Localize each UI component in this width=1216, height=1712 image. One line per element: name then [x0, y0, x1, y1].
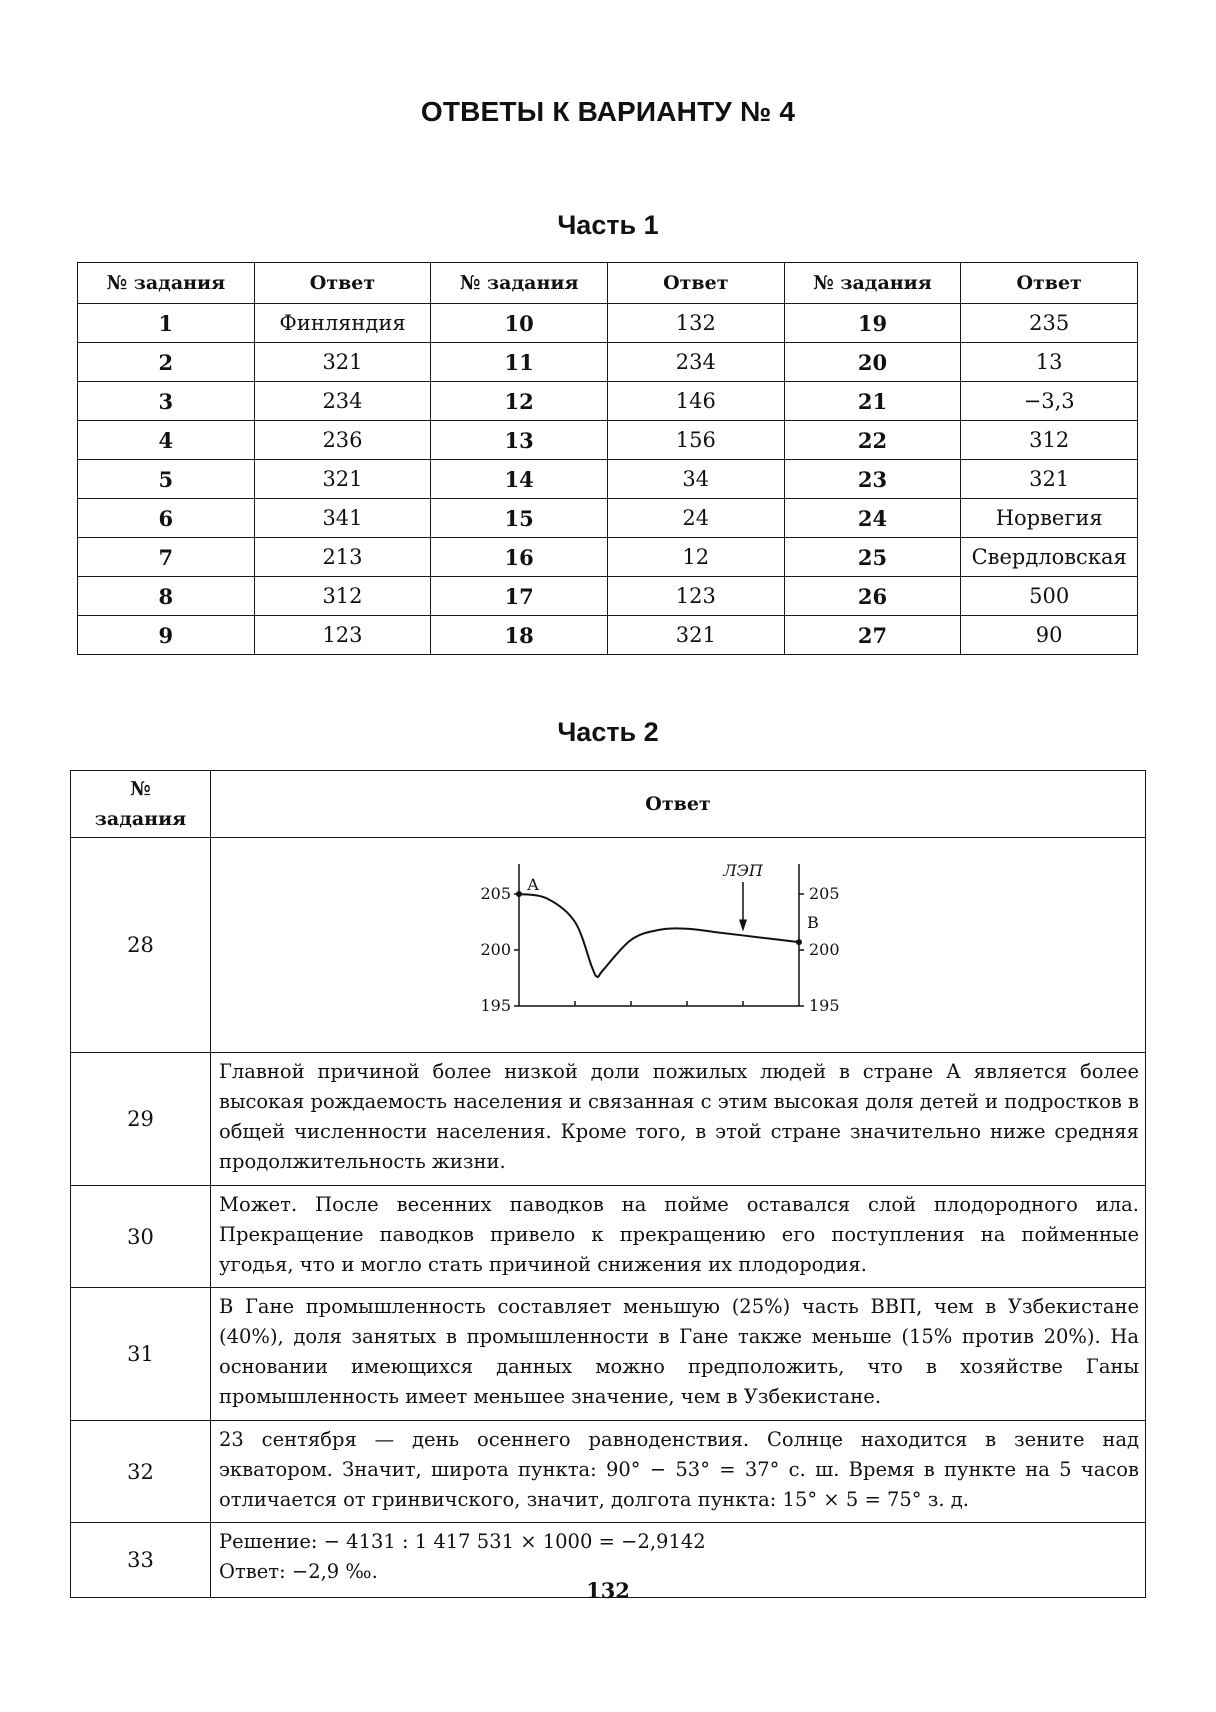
task-number-cell: 16	[431, 538, 608, 577]
table-row	[78, 577, 1138, 616]
part1-title: Часть 1	[557, 210, 659, 240]
table-row	[78, 538, 1138, 577]
power-line-label: ЛЭП	[723, 861, 763, 880]
task-number-cell: 9	[78, 616, 255, 655]
answer-cell: 312	[961, 421, 1138, 460]
elevation-profile-chart	[469, 854, 889, 1029]
answer-cell: 321	[254, 460, 431, 499]
answer-cell: −3,3	[961, 382, 1138, 421]
task-number-cell: 6	[78, 499, 255, 538]
task-number-cell: 17	[431, 577, 608, 616]
left-axis-tick-label: 195	[480, 996, 511, 1015]
header-num-word: задания	[94, 808, 187, 830]
task-number-cell: 8	[78, 577, 255, 616]
table-row	[78, 382, 1138, 421]
answer-cell: 156	[607, 421, 784, 460]
page-title: ОТВЕТЫ К ВАРИАНТУ № 4	[420, 96, 796, 127]
answer-cell: Норвегия	[961, 499, 1138, 538]
task-number: 28	[71, 838, 211, 1053]
task-number-cell: 10	[431, 304, 608, 343]
header-task-number: № задания	[78, 263, 255, 304]
answer-cell: 34	[607, 460, 784, 499]
task-number-cell: 18	[431, 616, 608, 655]
task-number-cell: 27	[784, 616, 961, 655]
header-answer: Ответ	[254, 263, 431, 304]
page-number: 132	[586, 1578, 630, 1603]
header-task-number	[71, 771, 211, 838]
answer-cell: 234	[607, 343, 784, 382]
part1-answers-table	[77, 262, 1138, 655]
point-b-marker	[796, 939, 802, 945]
table-row	[78, 460, 1138, 499]
answer-cell: 24	[607, 499, 784, 538]
table-header-row	[71, 771, 1146, 838]
header-answer: Ответ	[961, 263, 1138, 304]
table-row	[78, 499, 1138, 538]
answer-cell: 235	[961, 304, 1138, 343]
answer-cell: 236	[254, 421, 431, 460]
task-number-cell: 21	[784, 382, 961, 421]
table-header-row	[78, 263, 1138, 304]
answer-line: Ответ: −2,9 ‰.	[219, 1560, 378, 1583]
table-row	[71, 1053, 1146, 1186]
task-number-cell: 3	[78, 382, 255, 421]
task-number: 30	[71, 1186, 211, 1288]
task-number-cell: 2	[78, 343, 255, 382]
task-number-cell: 5	[78, 460, 255, 499]
task-number-cell: 25	[784, 538, 961, 577]
left-axis-tick-label: 200	[480, 940, 511, 959]
table-row	[78, 421, 1138, 460]
answer-cell: 123	[254, 616, 431, 655]
table-row	[78, 304, 1138, 343]
header-task-number: № задания	[431, 263, 608, 304]
task-number: 33	[71, 1523, 211, 1598]
task-number-cell: 20	[784, 343, 961, 382]
task-number-cell: 19	[784, 304, 961, 343]
header-answer: Ответ	[211, 771, 1146, 838]
answer-cell: 146	[607, 382, 784, 421]
answer-text: 23 сентября — день осеннего равноденствия. Солнце находится в зените над экватором. Значит, широта пункта: 90° − 53° = 37° с. ш. Время в пункте на 5 часов отличается от гринвичского, значит, долгота пункта: 15° × 5 = 75° з. д.	[211, 1421, 1146, 1523]
answer-cell: 123	[607, 577, 784, 616]
answer-text: Может. После весенних паводков на пойме оставался слой плодородного ила. Прекращение паводков привело к прекращению его поступления на пойменные угодья, что и могло стать причиной снижения их плодородия.	[211, 1186, 1146, 1288]
answer-cell: Свердловская	[961, 538, 1138, 577]
answer-cell: 321	[254, 343, 431, 382]
task-number-cell: 13	[431, 421, 608, 460]
task-number: 32	[71, 1421, 211, 1523]
answer-cell: 13	[961, 343, 1138, 382]
answer-cell: 234	[254, 382, 431, 421]
table-row	[71, 1186, 1146, 1288]
task-number: 29	[71, 1053, 211, 1186]
left-axis-tick-label: 205	[480, 884, 511, 903]
task-number-cell: 11	[431, 343, 608, 382]
part2-title: Часть 2	[557, 717, 659, 747]
answer-cell: 90	[961, 616, 1138, 655]
answer-cell: 132	[607, 304, 784, 343]
task-number-cell: 15	[431, 499, 608, 538]
point-a-label: А	[527, 875, 540, 894]
task-number-cell: 4	[78, 421, 255, 460]
right-axis-tick-label: 205	[809, 884, 840, 903]
answer-text: В Гане промышленность составляет меньшую (25%) часть ВВП, чем в Узбекистане (40%), доля занятых в промышленности в Гане также меньше (15% против 20%). На основании имеющихся данных можно предположить, что в хозяйстве Ганы промышленность имеет меньшее значение, чем в Узбекистане.	[211, 1288, 1146, 1421]
answer-cell: 12	[607, 538, 784, 577]
task-number-cell: 12	[431, 382, 608, 421]
right-axis-tick-label: 200	[809, 940, 840, 959]
answer-cell: 321	[607, 616, 784, 655]
table-row	[71, 838, 1146, 1053]
point-b-label: В	[807, 913, 819, 933]
header-task-number: № задания	[784, 263, 961, 304]
right-axis-tick-label: 195	[809, 996, 840, 1015]
task-number-cell: 23	[784, 460, 961, 499]
point-a-marker	[516, 891, 522, 897]
task-number-cell: 26	[784, 577, 961, 616]
table-row	[71, 1288, 1146, 1421]
task-number-cell: 1	[78, 304, 255, 343]
part2-answers-table	[70, 770, 1146, 1598]
table-row	[78, 616, 1138, 655]
answer-cell: 321	[961, 460, 1138, 499]
answer-cell: 341	[254, 499, 431, 538]
header-num-sign: №	[130, 778, 151, 800]
answer-graph-cell	[211, 838, 1146, 1053]
power-line-arrow-head	[739, 919, 747, 931]
table-row	[71, 1421, 1146, 1523]
task-number-cell: 14	[431, 460, 608, 499]
task-number-cell: 24	[784, 499, 961, 538]
task-number: 31	[71, 1288, 211, 1421]
task-number-cell: 7	[78, 538, 255, 577]
answer-cell: Финляндия	[254, 304, 431, 343]
answer-cell: 213	[254, 538, 431, 577]
solution-line: Решение: − 4131 : 1 417 531 × 1000 = −2,9142	[219, 1530, 706, 1553]
table-row	[78, 343, 1138, 382]
answer-cell: 500	[961, 577, 1138, 616]
elevation-profile-line	[519, 894, 799, 977]
answer-text: Главной причиной более низкой доли пожилых людей в стране А является более высокая рождаемость населения и связанная с этим высокая доля детей и подростков в общей численности населения. Кроме того, в этой стране значительно ниже средняя продолжительность жизни.	[211, 1053, 1146, 1186]
task-number-cell: 22	[784, 421, 961, 460]
header-answer: Ответ	[607, 263, 784, 304]
answer-cell: 312	[254, 577, 431, 616]
